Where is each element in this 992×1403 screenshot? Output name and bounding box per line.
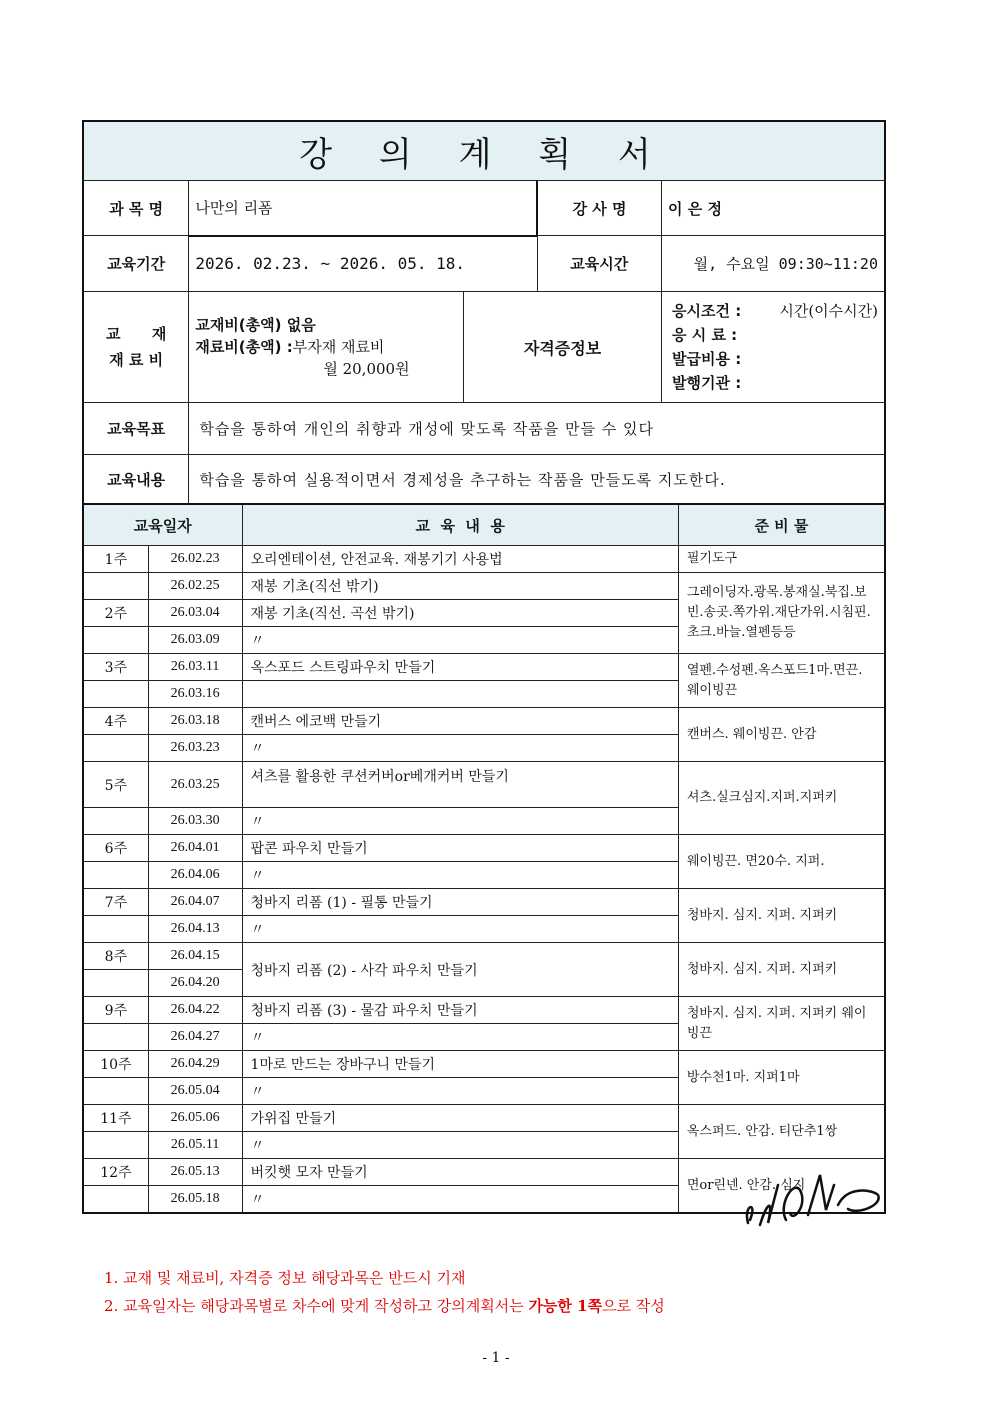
header-date: 교육일자: [83, 504, 242, 546]
cert-info: [662, 292, 885, 403]
materials-cell: 열펜.수성펜.옥스포드1마.면끈. 웨이빙끈: [678, 654, 885, 708]
table-row: 26.02.25 재봉 기초(직선 밖기) 그레이딩자.광목.봉재실.북집.보빈.송곳.쪽가위.재단가위.시침핀.초크.바늘.열펜등등: [83, 573, 885, 600]
materials-cell: 면or린넨. 안감. 심지: [678, 1159, 885, 1214]
materials-cell: 옥스퍼드. 안감. 티단추1쌍: [678, 1105, 885, 1159]
period-label: 교육기간: [83, 236, 189, 292]
cert-field-issue-cost: 발급비용 :: [672, 350, 742, 368]
table-row: 5주 26.03.25 셔츠를 활용한 쿠션커버or베개커버 만들기 셔츠.실크심지.지퍼.지퍼키: [83, 762, 885, 808]
info-table: [82, 120, 886, 506]
table-row: 26.05.04 〃: [83, 1078, 885, 1105]
table-row: 10주 26.04.29 1마로 만드는 장바구니 만들기 방수천1마. 지퍼1마: [83, 1051, 885, 1078]
table-row: 11주 26.05.06 가위집 만들기 옥스퍼드. 안감. 티단추1쌍: [83, 1105, 885, 1132]
cert-field-condition: 응시조건 : 시간(이수시간): [672, 302, 878, 320]
table-row: 26.03.16: [83, 681, 885, 708]
goal-label: 교육목표: [83, 403, 189, 455]
course-label: 과 목 명: [83, 181, 189, 236]
material-cost-value: 부자재 재료비: [292, 338, 385, 356]
signature-icon: [738, 1165, 888, 1230]
page-number: - 1 -: [482, 1350, 510, 1366]
materials-label-line1: 교 재: [106, 325, 167, 343]
material-cost-label: 재료비(총액) :: [195, 338, 293, 356]
table-row: 9주 26.04.22 청바지 리폼 (3) - 물감 파우치 만들기 청바지. 심지. 지퍼. 지퍼키 웨이빙끈: [83, 997, 885, 1024]
materials-cell: 웨이빙끈. 면20수. 지퍼.: [678, 835, 885, 889]
period-value: 2026. 02.23. ~ 2026. 05. 18.: [189, 236, 537, 292]
goal-value: 학습을 통하여 개인의 취향과 개성에 맞도록 작품을 만들 수 있다: [189, 403, 885, 455]
instructor-name: 이 은 정: [662, 181, 885, 236]
material-cost-amount: 월 20,000원: [323, 360, 410, 378]
materials-cell: 필기도구: [678, 546, 885, 573]
materials-cell: 청바지. 심지. 지퍼. 지퍼키: [678, 889, 885, 943]
materials-cell: 방수천1마. 지퍼1마: [678, 1051, 885, 1105]
page-title: 강 의 계 획 서: [83, 121, 885, 181]
table-row: 26.04.06 〃: [83, 862, 885, 889]
time-value: 월, 수요일 09:30~11:20: [662, 236, 885, 292]
materials-label: [83, 292, 189, 403]
textbook-cost: 교재비(총액) 없음: [195, 316, 316, 334]
note-2: 2. 교육일자는 해당과목별로 차수에 맞게 작성하고 강의계획서는 가능한 1쪽으로 작성: [104, 1297, 665, 1315]
table-row: 26.04.27 〃: [83, 1024, 885, 1051]
table-row: 7주 26.04.07 청바지 리폼 (1) - 필통 만들기 청바지. 심지. 지퍼. 지퍼키: [83, 889, 885, 916]
content-value: 학습을 통하여 실용적이면서 경제성을 추구하는 작품을 만들도록 지도한다.: [189, 455, 885, 505]
cert-label: 자격증정보: [463, 292, 661, 403]
materials-label-line2: 재 료 비: [109, 351, 164, 369]
header-content: 교 육 내 용: [242, 504, 678, 546]
table-row: 2주 26.03.04 재봉 기초(직선. 곡선 밖기): [83, 600, 885, 627]
materials-cell: 청바지. 심지. 지퍼. 지퍼키 웨이빙끈: [678, 997, 885, 1051]
table-row: 26.05.11 〃: [83, 1132, 885, 1159]
table-row: 26.03.09 〃: [83, 627, 885, 654]
table-row: 12주 26.05.13 버킷햇 모자 만들기 면or린넨. 안감. 심지: [83, 1159, 885, 1186]
table-row: 1주 26.02.23 오리엔테이션, 안전교육. 재봉기기 사용법 필기도구: [83, 546, 885, 573]
table-row: 26.04.13 〃: [83, 916, 885, 943]
cert-field-fee: 응 시 료 :: [672, 326, 738, 344]
materials-cell: 캔버스. 웨이빙끈. 안감: [678, 708, 885, 762]
table-row: 26.05.18 〃: [83, 1186, 885, 1214]
content-label: 교육내용: [83, 455, 189, 505]
instructor-label: 강 사 명: [537, 181, 662, 236]
table-row: 3주 26.03.11 옥스포드 스트링파우치 만들기 열펜.수성펜.옥스포드1마.면끈. 웨이빙끈: [83, 654, 885, 681]
materials-cell: 그레이딩자.광목.봉재실.북집.보빈.송곳.쪽가위.재단가위.시침핀.초크.바늘.열펜등등: [678, 573, 885, 654]
cert-field-issuer: 발행기관 :: [672, 374, 742, 392]
notes: [104, 1264, 665, 1320]
materials-value: [189, 292, 464, 403]
schedule-table: [82, 503, 886, 1214]
header-materials: 준 비 물: [678, 504, 885, 546]
table-row: 26.03.23 〃: [83, 735, 885, 762]
table-row: 6주 26.04.01 팝콘 파우치 만들기 웨이빙끈. 면20수. 지퍼.: [83, 835, 885, 862]
materials-cell: 셔츠.실크심지.지퍼.지퍼키: [678, 762, 885, 835]
note-1: 1. 교재 및 재료비, 자격증 정보 해당과목은 반드시 기재: [104, 1269, 466, 1287]
table-row: 8주 26.04.15 청바지 리폼 (2) - 사각 파우치 만들기 청바지. 심지. 지퍼. 지퍼키: [83, 943, 885, 970]
table-row: 4주 26.03.18 캔버스 에코백 만들기 캔버스. 웨이빙끈. 안감: [83, 708, 885, 735]
course-name: 나만의 리폼: [189, 181, 537, 236]
table-row: 26.04.20: [83, 970, 885, 997]
table-row: 26.03.30 〃: [83, 808, 885, 835]
materials-cell: 청바지. 심지. 지퍼. 지퍼키: [678, 943, 885, 997]
time-label: 교육시간: [537, 236, 662, 292]
